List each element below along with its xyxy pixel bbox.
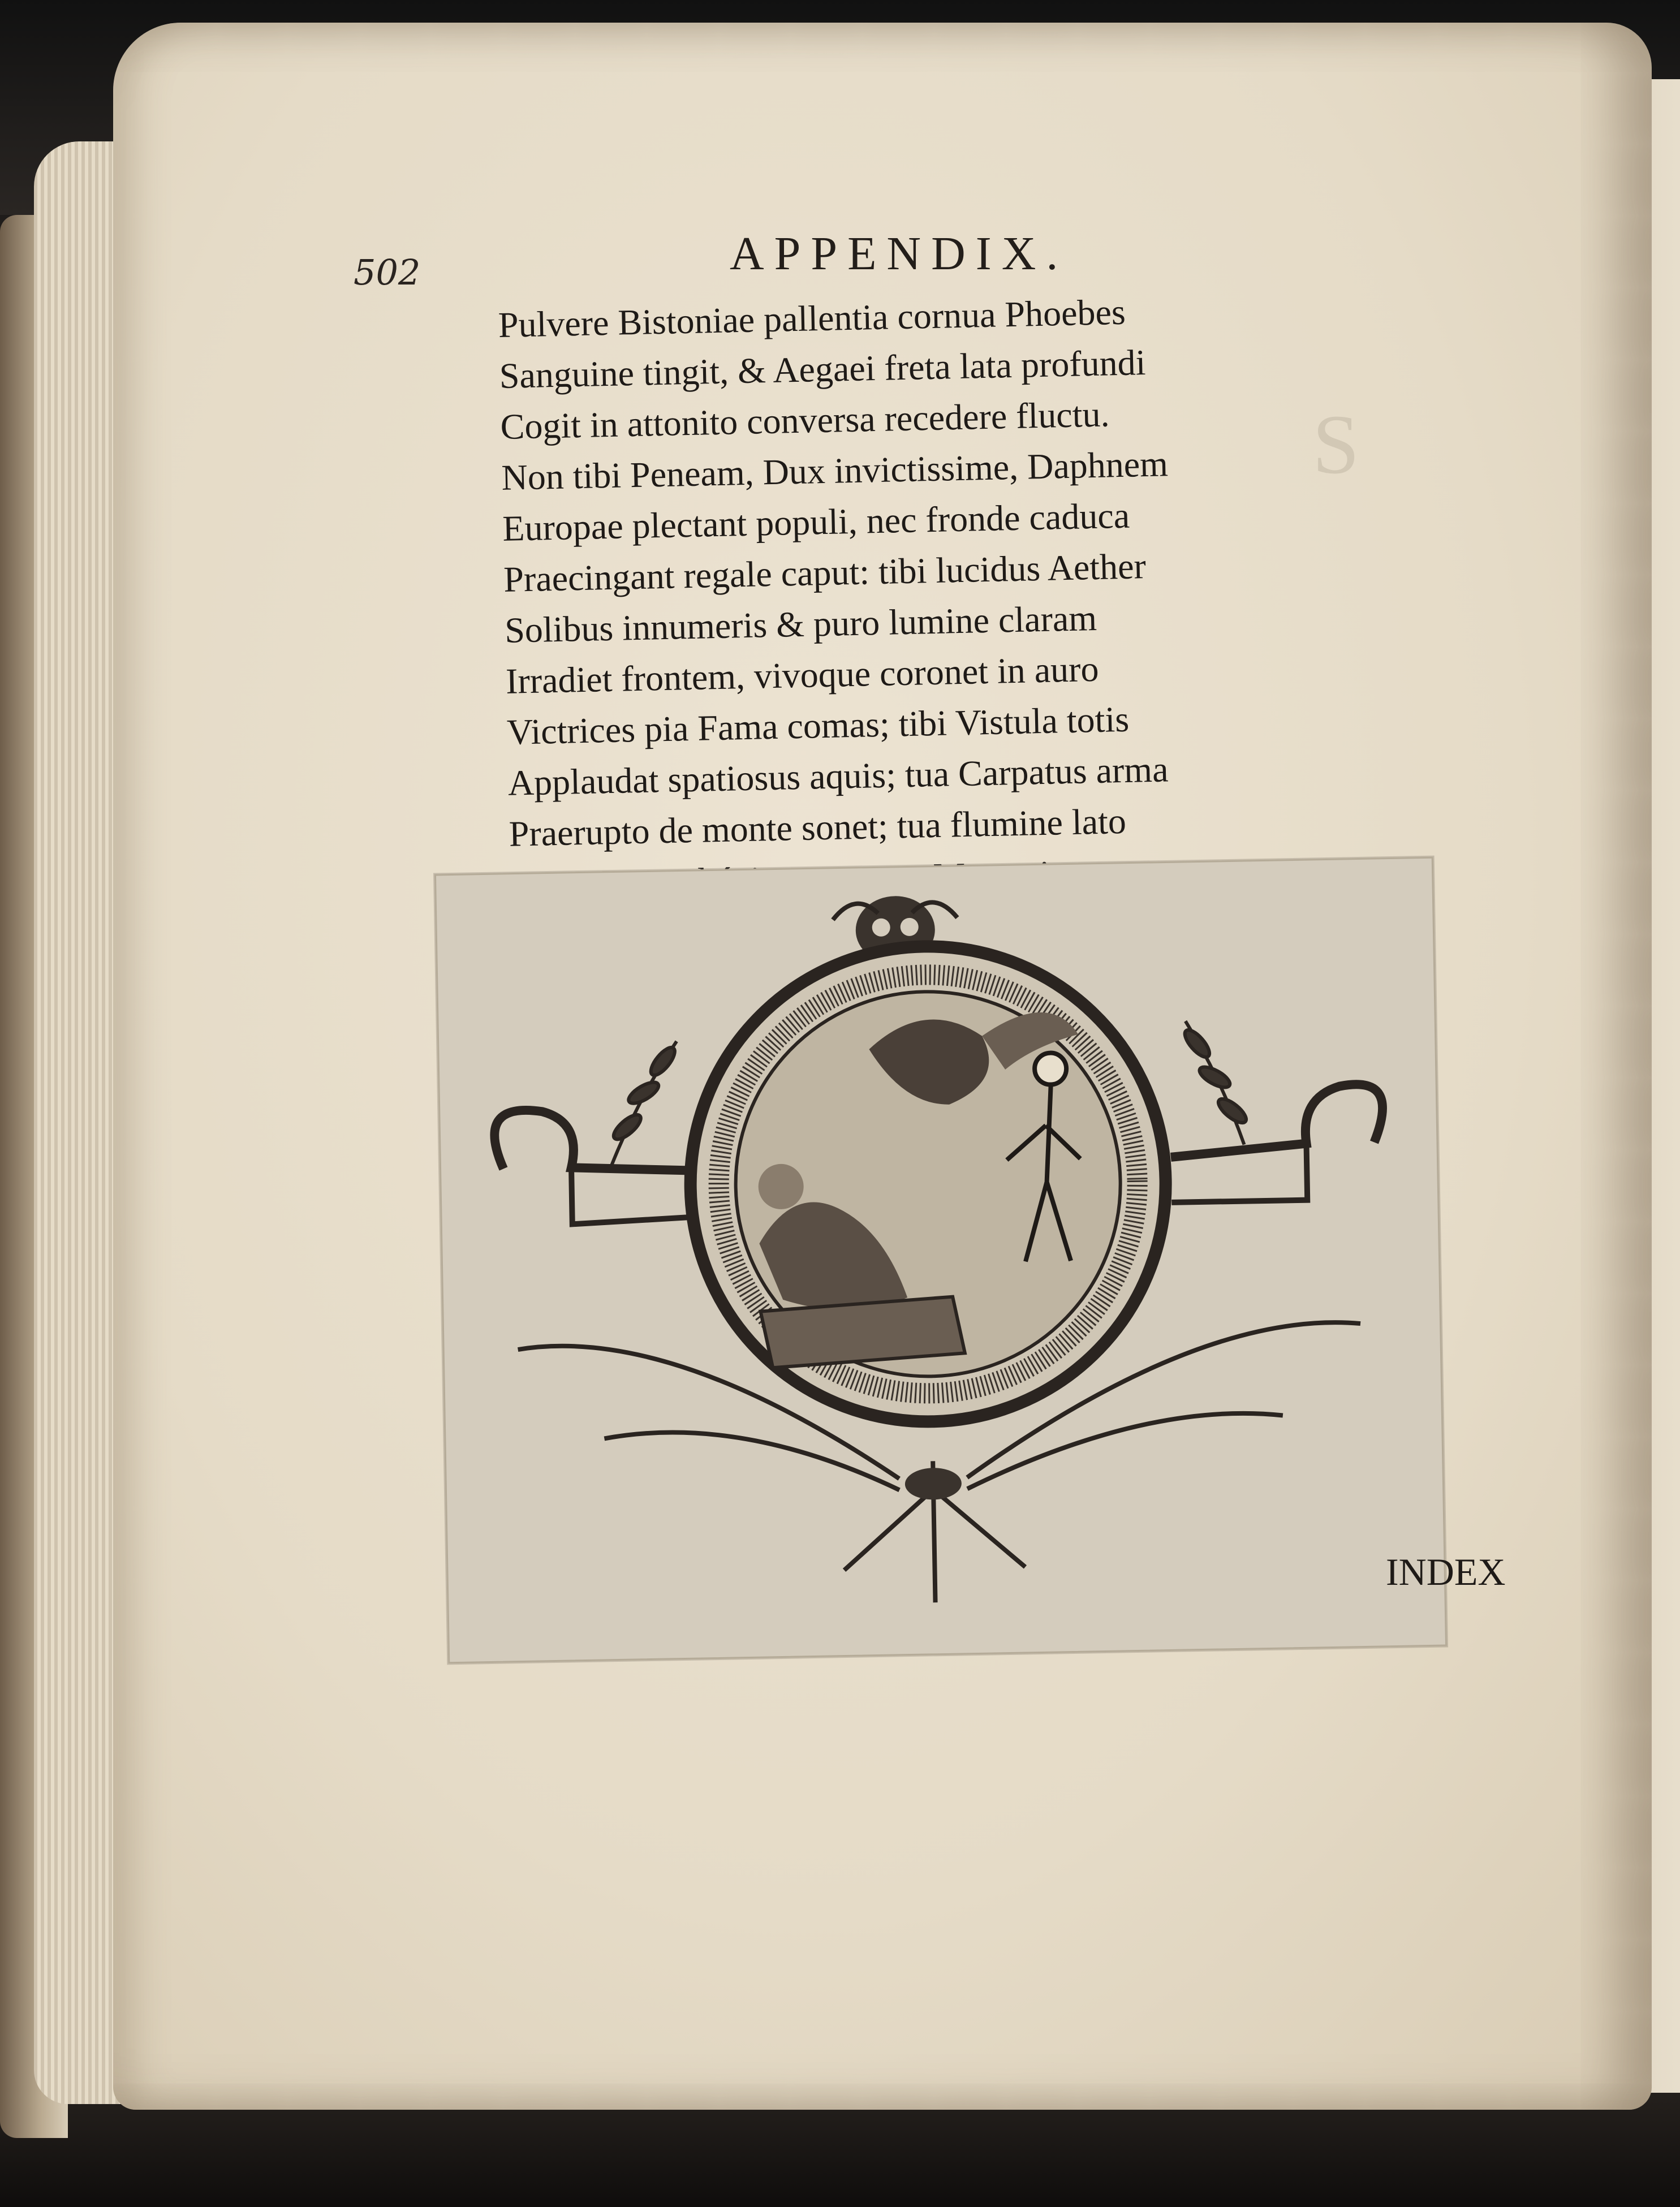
- verse-line: Cogit in attonito conversa recedere fluctu.: [499, 394, 1110, 447]
- verse-line: Praerupto de monte sonet; tua flumine lato: [509, 800, 1127, 854]
- page-number: 502: [354, 252, 421, 293]
- verse-line: Pulvere Bistoniae pallentia cornua Phoebes: [498, 291, 1126, 345]
- medallion-scene: [686, 942, 1170, 1426]
- verse-line: Sanguine tingit, & Aegaei freta lata profundi: [499, 342, 1147, 396]
- verse-line: Solibus innumeris & puro lumine claram: [504, 597, 1097, 650]
- verse-block: [498, 282, 1359, 911]
- verse-line: Applaudat spatiosus aquis; tua Carpatus arma: [507, 749, 1169, 803]
- verse-line: Praecingant regale caput: tibi lucidus Aether: [503, 546, 1147, 600]
- verse-line: Victrices pia Fama comas; tibi Vistula totis: [506, 699, 1130, 752]
- verse-line: Europae plectant populi, nec fronde caduca: [502, 495, 1130, 549]
- verse-line: Non tibi Peneam, Dux invictissime, Daphnem: [501, 443, 1169, 498]
- vignette-illustration: [436, 859, 1445, 1662]
- engraved-vignette: [434, 857, 1447, 1664]
- show-through-text: S: [1312, 398, 1360, 492]
- verse-line: Irradiet frontem, vivoque coronet in auro: [505, 648, 1100, 701]
- ribbon-bow-icon: [904, 1467, 962, 1500]
- running-head: APPENDIX.: [730, 227, 1069, 280]
- catchword: INDEX: [1386, 1550, 1506, 1593]
